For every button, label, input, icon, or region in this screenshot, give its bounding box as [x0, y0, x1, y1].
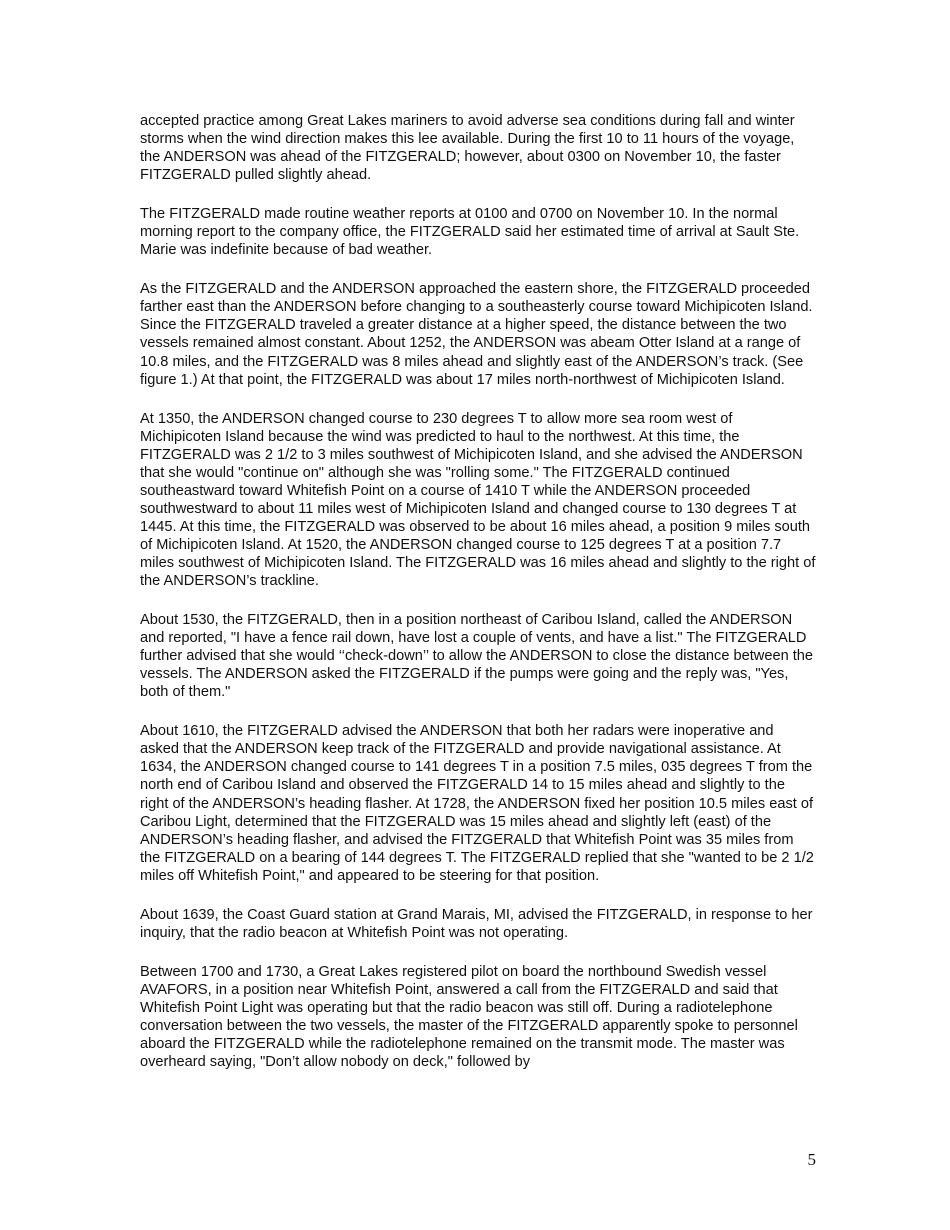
paragraph: At 1350, the ANDERSON changed course to 230 degrees T to allow more sea room west of Michipicoten Island because the wind was predicted to haul to the northwest. At this time, the FITZGERALD was 2 1/2 to 3 miles southwest of Michipicoten Island, and she advised the ANDERSON that she would "continue on" although she was "rolling some." The FITZGERALD continued southeastward toward Whitefish Point on a course of 1410 T while the ANDERSON proceeded southwestward to about 11 miles west of Michipicoten Island and changed course to 130 degrees T at 1445. At this time, the FITZGERALD was observed to be about 16 miles ahead, a position 9 miles south of Michipicoten Island. At 1520, the ANDERSON changed course to 125 degrees T at a position 7.7 miles southwest of Michipicoten Island. The FITZGERALD was 16 miles ahead and slightly to the right of the ANDERSON’s trackline. — [140, 410, 816, 590]
paragraph: As the FITZGERALD and the ANDERSON approached the eastern shore, the FITZGERALD proceeded farther east than the ANDERSON before changing to a southeasterly course toward Michipicoten Island. Since the FITZGERALD traveled a greater distance at a higher speed, the distance between the two vessels remained almost constant. About 1252, the ANDERSON was abeam Otter Island at a range of 10.8 miles, and the FITZGERALD was 8 miles ahead and slightly east of the ANDERSON’s track. (See figure 1.) At that point, the FITZGERALD was about 17 miles north-northwest of Michipicoten Island. — [140, 281, 813, 388]
paragraph: The FITZGERALD made routine weather reports at 0100 and 0700 on November 10. In the normal morning report to the company office, the FITZGERALD said her estimated time of arrival at Sault Ste. Marie was indefinite because of bad weather. — [140, 206, 800, 259]
body-text — [140, 112, 816, 1092]
page-number: 5 — [807, 1150, 816, 1169]
paragraph: accepted practice among Great Lakes mariners to avoid adverse sea conditions during fall and winter storms when the wind direction makes this lee available. During the first 10 to 11 hours of the voyage, the ANDERSON was ahead of the FITZGERALD; however, about 0300 on November 10, the faster FITZGERALD pulled slightly ahead. — [140, 113, 795, 184]
paragraph: About 1610, the FITZGERALD advised the ANDERSON that both her radars were inoperative and asked that the ANDERSON keep track of the FITZGERALD and provide navigational assistance. At 1634, the ANDERSON changed course to 141 degrees T in a position 7.5 miles, 035 degrees T from the north end of Caribou Island and observed the FITZGERALD 14 to 15 miles ahead and slightly to the right of the ANDERSON’s heading flasher. At 1728, the ANDERSON fixed her position 10.5 miles east of Caribou Light, determined that the FITZGERALD was 15 miles ahead and slightly left (east) of the ANDERSON’s heading flasher, and advised the FITZGERALD that Whitefish Point was 35 miles from the FITZGERALD on a bearing of 144 degrees T. The FITZGERALD replied that she "wanted to be 2 1/2 miles off Whitefish Point," and appeared to be steering for that position. — [140, 723, 814, 884]
paragraph: About 1639, the Coast Guard station at Grand Marais, MI, advised the FITZGERALD, in response to her inquiry, that the radio beacon at Whitefish Point was not operating. — [140, 906, 813, 941]
paragraph: About 1530, the FITZGERALD, then in a position northeast of Caribou Island, called the ANDERSON and reported, "I have a fence rail down, have lost a couple of vents, and have a list." The FITZGERALD further advised that she would ‘‘check-down’’ to allow the ANDERSON to close the distance between the vessels. The ANDERSON asked the FITZGERALD if the pumps were going and the reply was, "Yes, both of them." — [140, 612, 814, 701]
paragraph: Between 1700 and 1730, a Great Lakes registered pilot on board the northbound Swedish vessel AVAFORS, in a position near Whitefish Point, answered a call from the FITZGERALD and said that Whitefish Point Light was operating but that the radio beacon was still off. During a radiotelephone conversation between the two vessels, the master of the FITZGERALD apparently spoke to personnel aboard the FITZGERALD while the radiotelephone remained on the transmit mode. The master was overheard saying, "Don’t allow nobody on deck," followed by — [140, 963, 798, 1071]
